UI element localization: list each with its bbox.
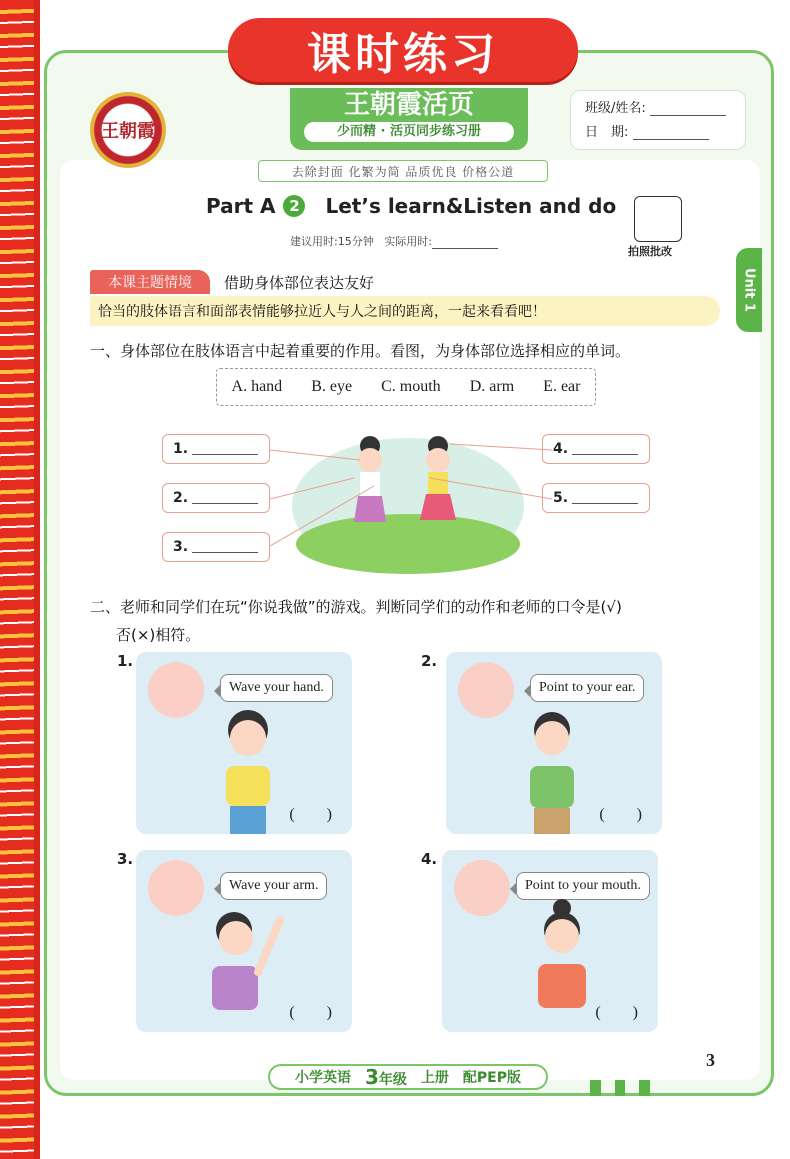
decorative-bars bbox=[590, 1080, 650, 1096]
decorative-stripes bbox=[0, 0, 40, 1159]
picture-panel-4 bbox=[442, 850, 658, 1032]
answer-blank-5[interactable] bbox=[542, 483, 650, 513]
item-number: 3. bbox=[117, 850, 134, 868]
photo-grade-qr[interactable] bbox=[634, 196, 682, 242]
footer-grade-number: 3 bbox=[364, 1065, 379, 1089]
teacher-avatar bbox=[148, 860, 204, 916]
word-option: C. mouth bbox=[381, 378, 441, 395]
command-bubble: Point to your ear. bbox=[530, 674, 644, 702]
word-option: E. ear bbox=[543, 378, 581, 395]
class-name-field[interactable] bbox=[650, 102, 726, 116]
answer-parentheses[interactable]: ( ) bbox=[595, 1004, 638, 1021]
teacher-avatar bbox=[148, 662, 204, 718]
footer-badge bbox=[268, 1064, 548, 1090]
picture-panel-1 bbox=[136, 652, 352, 834]
lesson-name: Let’s learn&Listen and do bbox=[325, 194, 617, 218]
word-option: A. hand bbox=[231, 378, 283, 395]
page-number: 3 bbox=[706, 1050, 715, 1070]
question-2-prompt-line2: 否(×)相符。 bbox=[116, 626, 201, 644]
lesson-banner: 课时练习 bbox=[228, 18, 578, 82]
answer-parentheses[interactable]: ( ) bbox=[599, 806, 642, 823]
blank-number: 2. bbox=[173, 490, 189, 506]
picture-panel-2 bbox=[446, 652, 662, 834]
picture-panel-3 bbox=[136, 850, 352, 1032]
answer-blank-3[interactable] bbox=[162, 532, 270, 562]
question-1-prompt: 一、身体部位在肢体语言中起着重要的作用。看图，为身体部位选择相应的单词。 bbox=[90, 342, 631, 360]
item-number: 4. bbox=[421, 850, 438, 868]
blank-number: 5. bbox=[553, 490, 569, 506]
command-bubble: Wave your arm. bbox=[220, 872, 327, 900]
date-label: 日 期: bbox=[585, 125, 629, 140]
footer-edition: 配PEP版 bbox=[462, 1070, 521, 1086]
girl-waving-illustration bbox=[200, 906, 290, 1032]
brand-subtitle: 少而精 · 活页同步练习册 bbox=[304, 122, 514, 142]
slogan: 去除封面 化繁为简 品质优良 价格公道 bbox=[258, 160, 548, 182]
girl-pointing-illustration bbox=[522, 896, 602, 1032]
girl-illustration bbox=[212, 708, 282, 834]
boy-illustration bbox=[516, 708, 586, 834]
item-number: 2. bbox=[421, 652, 438, 670]
word-bank bbox=[216, 368, 596, 406]
student-info-box bbox=[570, 90, 746, 150]
pointer-lines bbox=[270, 416, 552, 546]
class-name-label: 班级/姓名: bbox=[585, 101, 646, 116]
answer-blank-2[interactable] bbox=[162, 483, 270, 513]
word-option: D. arm bbox=[469, 378, 515, 395]
question-2-prompt-line1: 二、老师和同学们在玩“你说我做”的游戏。判断同学们的动作和老师的口令是(√) bbox=[90, 598, 622, 616]
brand-logo: 王朝霞 bbox=[90, 92, 166, 168]
answer-blank-1[interactable] bbox=[162, 434, 270, 464]
blank-number: 4. bbox=[553, 441, 569, 457]
theme-sentence: 恰当的肢体语言和面部表情能够拉近人与人之间的距离，一起来看看吧！ bbox=[90, 296, 720, 326]
theme-title: 借助身体部位表达友好 bbox=[224, 274, 375, 292]
brand-box bbox=[290, 88, 528, 150]
item-number: 1. bbox=[117, 652, 134, 670]
actual-time-label: 实际用时: bbox=[384, 235, 432, 248]
lesson-title bbox=[206, 194, 616, 218]
suggested-time: 建议用时:15分钟 bbox=[290, 235, 374, 248]
unit-tab: Unit 1 bbox=[736, 248, 762, 332]
timing-line bbox=[290, 233, 498, 249]
answer-blank-4[interactable] bbox=[542, 434, 650, 464]
footer-subject: 小学英语 bbox=[294, 1070, 351, 1086]
footer-volume: 上册 bbox=[420, 1070, 449, 1086]
answer-parentheses[interactable]: ( ) bbox=[289, 806, 332, 823]
command-bubble: Point to your mouth. bbox=[516, 872, 650, 900]
footer-grade: 年级 bbox=[378, 1072, 407, 1088]
actual-time-field[interactable] bbox=[432, 235, 498, 249]
answer-parentheses[interactable]: ( ) bbox=[289, 1004, 332, 1021]
part-label: Part A bbox=[206, 194, 276, 218]
date-field[interactable] bbox=[633, 126, 709, 140]
lesson-number-badge: 2 bbox=[283, 195, 305, 217]
word-option: B. eye bbox=[311, 378, 353, 395]
theme-tag: 本课主题情境 bbox=[90, 270, 210, 294]
blank-number: 3. bbox=[173, 539, 189, 555]
photo-grade-label: 拍照批改 bbox=[628, 245, 672, 258]
teacher-avatar bbox=[458, 662, 514, 718]
teacher-avatar bbox=[454, 860, 510, 916]
brand-title: 王朝霞活页 bbox=[343, 90, 474, 120]
command-bubble: Wave your hand. bbox=[220, 674, 333, 702]
blank-number: 1. bbox=[173, 441, 189, 457]
